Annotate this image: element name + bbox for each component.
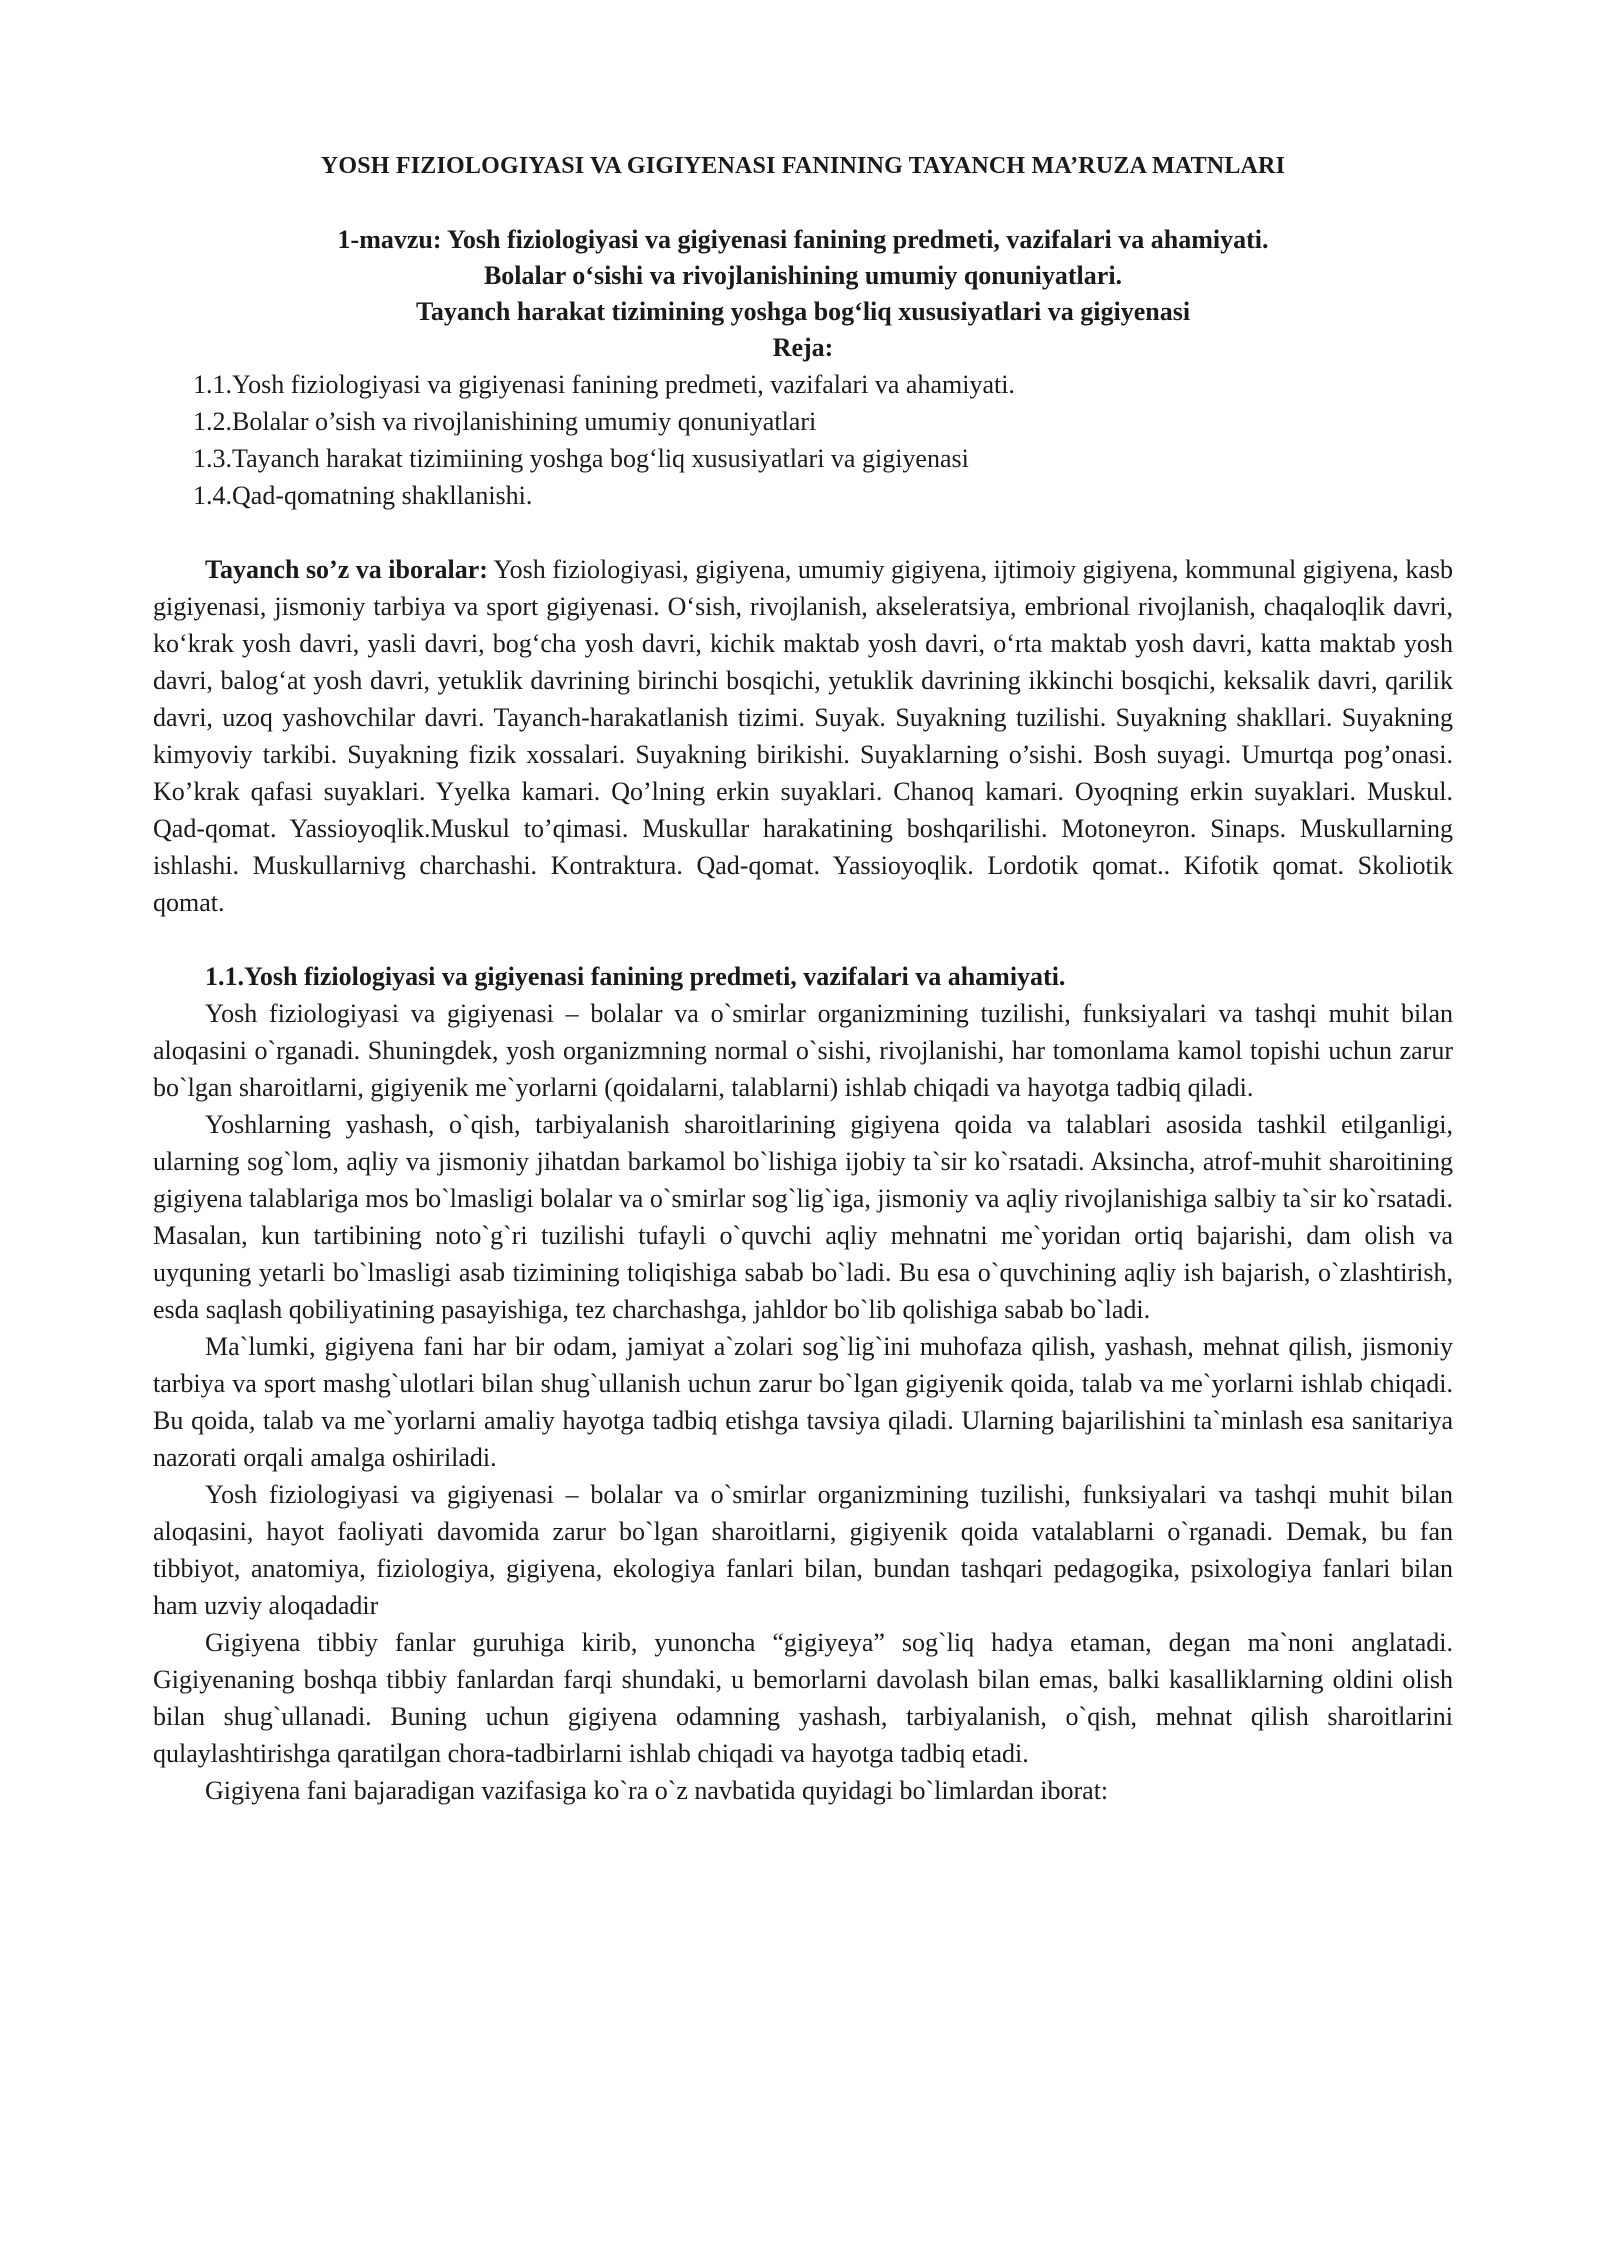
document-page	[153, 150, 1453, 1809]
document-title: YOSH FIZIOLOGIYASI VA GIGIYENASI FANINING TAYANCH MA’RUZA MATNLARI	[320, 153, 1286, 179]
body-paragraph: Gigiyena fani bajaradigan vazifasiga ko`ra o`z navbatida quyidagi bo`limlardan iborat:	[205, 1776, 1109, 1805]
section-heading: 1.1.Yosh fiziologiyasi va gigiyenasi fanining predmeti, vazifalari va ahamiyati.	[205, 962, 1066, 991]
body-paragraph: Yosh fiziologiyasi va gigiyenasi – bolalar va o`smirlar organizmining tuzilishi, funksiyalari va tashqi muhit bilan aloqasini, hayot faoliyati davomida zarur bo`lgan sharoitlarni, gigiyenik qoida vatalablarni o`rganadi. Demak, bu fan tibbiyot, anatomiya, fiziologiya, gigiyena, ekologiya fanlari bilan, bundan tashqari pedagogika, psixologiya fanlari bilan ham uzviy aloqadadir	[153, 1480, 1453, 1620]
keywords-text: Yosh fiziologiyasi, gigiyena, umumiy gigiyena, ijtimoiy gigiyena, kommunal gigiyena, kasb gigiyenasi, jismoniy tarbiya va sport gigiyenasi. O‘sish, rivojlanish, akseleratsiya, embrional rivojlanish, chaqaloqlik davri, ko‘krak yosh davri, yasli davri, bog‘cha yosh davri, kichik maktab yosh davri, o‘rta maktab yosh davri, katta maktab yosh davri, balog‘at yosh davri, yetuklik davrining birinchi bosqichi, yetuklik davrining ikkinchi bosqichi, keksalik davri, qarilik davri, uzoq yashovchilar davri. Tayanch-harakatlanish tizimi. Suyak. Suyakning tuzilishi. Suyakning shakllari. Suyakning kimyoviy tarkibi. Suyakning fizik xossalari. Suyakning birikishi. Suyaklarning o’sishi. Bosh suyagi. Umurtqa pog’onasi. Ko’krak qafasi suyaklari. Yyelka kamari. Qo’lning erkin suyaklari. Chanoq kamari. Oyoqning erkin suyaklari. Muskul. Qad-qomat. Yassioyoqlik.Muskul to’qimasi. Muskullar harakatining boshqarilishi. Motoneyron. Sinaps. Muskullarning ishlashi. Muskullarnivg charchashi. Kontraktura. Qad-qomat. Yassioyoqlik. Lordotik qomat.. Kifotik qomat. Skoliotik qomat.	[153, 555, 1453, 917]
body-paragraph: Yoshlarning yashash, o`qish, tarbiyalanish sharoitlarining gigiyena qoida va talablari asosida tashkil etilganligi, ularning sog`lom, aqliy va jismoniy jihatdan barkamol bo`lishiga ijobiy ta`sir ko`rsatadi. Aksincha, atrof-muhit sharoitining gigiyena talablariga mos bo`lmasligi bolalar va o`smirlar sog`lig`iga, jismoniy va aqliy rivojlanishiga salbiy ta`sir ko`rsatadi. Masalan, kun tartibining noto`g`ri tuzilishi tufayli o`quvchi aqliy mehnatni me`yoridan ortiq bajarishi, dam olish va uyquning yetarli bo`lmasligi asab tizimining toliqishiga sabab bo`ladi. Bu esa o`quvchining aqliy ish bajarish, o`zlashtirish, esda saqlash qobiliyatining pasayishiga, tez charchashga, jahldor bo`lib qolishiga sabab bo`ladi.	[153, 1110, 1453, 1324]
body-paragraph: Gigiyena tibbiy fanlar guruhiga kirib, yunoncha “gigiyeya” sog`liq hadya etaman, degan ma`noni anglatadi. Gigiyenaning boshqa tibbiy fanlardan farqi shundaki, u bemorlarni davolash bilan emas, balki kasalliklarning oldini olish bilan shug`ullanadi. Buning uchun gigiyena odamning yashash, tarbiyalanish, o`qish, mehnat qilish sharoitlarini qulaylashtirishga qaratilgan chora-tadbirlarni ishlab chiqadi va hayotga tadbiq etadi.	[153, 1628, 1453, 1768]
body-paragraph: Ma`lumki, gigiyena fani har bir odam, jamiyat a`zolari sog`lig`ini muhofaza qilish, yashash, mehnat qilish, jismoniy tarbiya va sport mashg`ulotlari bilan shug`ullanish uchun zarur bo`lgan gigiyenik qoida, talab va me`yorlarni ishlab chiqadi. Bu qoida, talab va me`yorlarni amaliy hayotga tadbiq etishga tavsiya qiladi. Ularning bajarilishini ta`minlash esa sanitariya nazorati orqali amalga oshiriladi.	[153, 1332, 1453, 1472]
body-paragraph: Yosh fiziologiyasi va gigiyenasi – bolalar va o`smirlar organizmining tuzilishi, funksiyalari va tashqi muhit bilan aloqasini o`rganadi. Shuningdek, yosh organizmning normal o`sishi, rivojlanishi, har tomonlama kamol topishi uchun zarur bo`lgan sharoitlarni, gigiyenik me`yorlarni (qoidalarni, talablarni) ishlab chiqadi va hayotga tadbiq qiladi.	[153, 999, 1453, 1102]
topic-line-1: 1-mavzu: Yosh fiziologiyasi va gigiyenasi fanining predmeti, vazifalari va ahamiyati.	[337, 225, 1269, 254]
plan-heading: Reja:	[772, 333, 834, 362]
plan-item: 1.3.Tayanch harakat tizimiining yoshga bog‘liq xususiyatlari va gigiyenasi	[193, 444, 969, 473]
topic-line-2: Bolalar o‘sishi va rivojlanishining umumiy qonuniyatlari.	[483, 261, 1123, 290]
keywords-paragraph	[153, 551, 1453, 921]
plan-item: 1.1.Yosh fiziologiyasi va gigiyenasi fanining predmeti, vazifalari va ahamiyati.	[193, 370, 1015, 399]
plan-list	[193, 366, 1453, 514]
topic-block	[153, 222, 1453, 366]
plan-item: 1.2.Bolalar o’sish va rivojlanishining umumiy qonuniyatlari	[193, 407, 817, 436]
topic-line-3: Tayanch harakat tizimining yoshga bog‘liq xususiyatlari va gigiyenasi	[415, 297, 1191, 326]
plan-item: 1.4.Qad-qomatning shakllanishi.	[193, 481, 533, 510]
keywords-label: Tayanch so’z va iboralar:	[205, 555, 488, 584]
